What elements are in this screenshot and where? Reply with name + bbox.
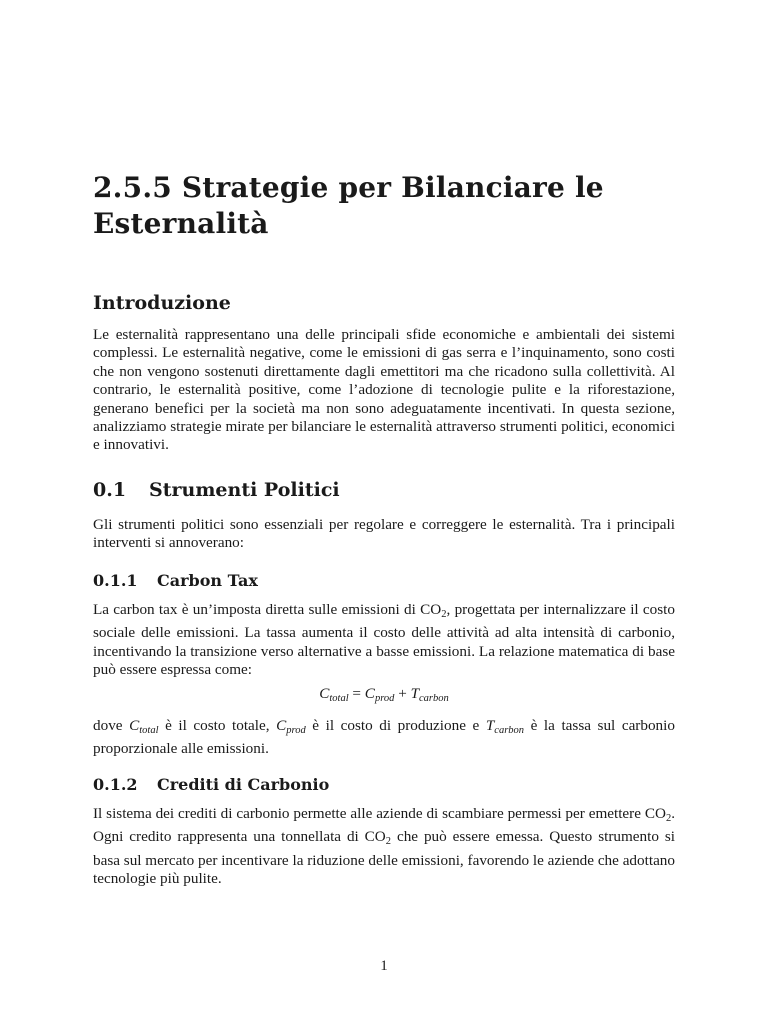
intro-paragraph: Le esternalità rappresentano una delle principali sfide economiche e ambientali dei sistemi complessi. Le esternalità negative, come le emissioni di gas serra e l’inquinamento, sono costi che non vengono sostenuti direttamente dagli emettitori ma che ricadono sulla collettività. Al contrario, le esternalità positive, come l’adozione di tecnologie pulite e la riforestazione, generano benefici per la società ma non sono adeguatamente incentivati. In questa sezione, analizziamo strategie mirate per bilanciare le esternalità attraverso strumenti politici, economici e innovativi.: [93, 326, 675, 454]
text-run: La carbon tax è un’imposta diretta sulle emissioni di CO: [93, 601, 442, 618]
subscript: 2: [385, 836, 392, 848]
subsection-number: 0.1.2: [93, 775, 138, 794]
text-run: è il costo totale,: [158, 717, 277, 734]
subsection-title: Carbon Tax: [157, 571, 258, 590]
equation-subscript: prod: [374, 693, 395, 704]
inline-subscript: carbon: [494, 725, 525, 736]
equation: [93, 685, 675, 708]
inline-variable: C: [276, 717, 287, 734]
equation-explanation: [93, 717, 675, 759]
equation-variable: C: [319, 685, 330, 702]
equation-operator: =: [348, 685, 365, 702]
section-heading: [93, 477, 340, 503]
section-paragraph: Gli strumenti politici sono essenziali per regolare e correggere le esternalità. Tra i principali interventi si annoverano:: [93, 516, 675, 552]
equation-variable: C: [364, 685, 375, 702]
inline-variable: C: [129, 717, 140, 734]
carbon-tax-paragraph: [93, 601, 675, 680]
page-title: 2.5.5 Strategie per Bilanciare le Esternalità: [93, 171, 604, 240]
text-run: . Ogni credito rappresenta una tonnellata di CO: [93, 805, 675, 846]
text-run: Il sistema dei crediti di carbonio permette alle aziende di scambiare permessi per emettere CO: [93, 805, 666, 822]
text-run: , progettata per internalizzare il costo sociale delle emissioni. La tassa aumenta il costo delle attività ad alta intensità di carbonio, incentivando la transizione verso alternative a basse emissioni. La relazione matematica di base può essere espressa come:: [93, 601, 675, 679]
page-number: 1: [380, 958, 388, 974]
section-number: 0.1: [93, 479, 127, 501]
text-run: che può essere emessa. Questo strumento si basa sul mercato per incentivare la riduzione delle emissioni, favorendo le aziende che adottano tecnologie più pulite.: [93, 828, 675, 888]
equation-subscript: carbon: [419, 693, 449, 704]
subscript: 2: [441, 609, 447, 620]
inline-variable: T: [485, 717, 495, 734]
carbon-credits-paragraph: [93, 805, 675, 889]
equation-subscript: total: [329, 693, 349, 704]
subsection-heading-carbon-tax: [93, 570, 258, 592]
section-title: Strumenti Politici: [149, 479, 340, 501]
intro-heading: Introduzione: [93, 292, 231, 314]
equation-operator: +: [394, 685, 411, 702]
subsection-title: Crediti di Carbonio: [157, 775, 330, 794]
subsection-number: 0.1.1: [93, 571, 138, 590]
inline-subscript: total: [139, 725, 159, 736]
subscript: 2: [665, 813, 672, 824]
text-run: è la tassa sul carbonio proporzionale alle emissioni.: [93, 717, 675, 758]
text-run: è il costo di produzione e: [305, 717, 486, 734]
equation-variable: T: [410, 685, 420, 702]
subsection-heading-carbon-credits: [93, 774, 329, 796]
text-run: dove: [93, 717, 130, 734]
inline-subscript: prod: [286, 725, 306, 736]
